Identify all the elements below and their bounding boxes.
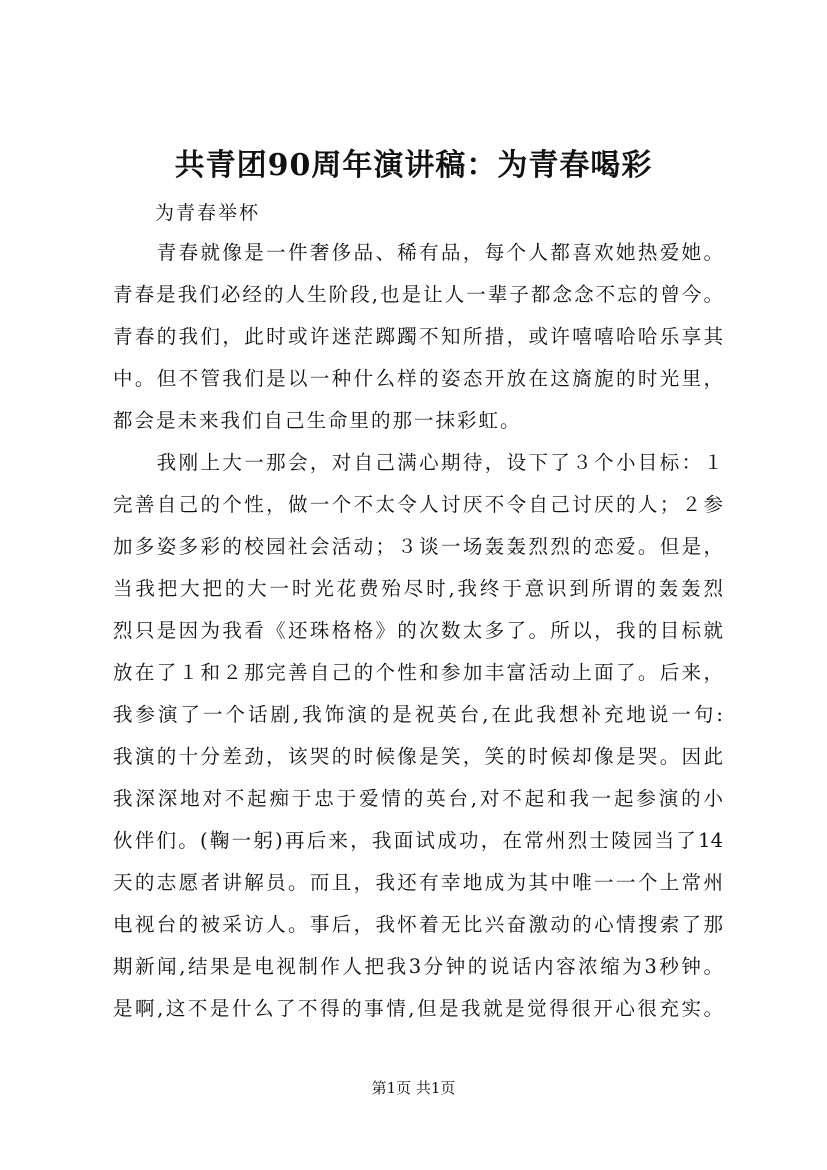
paragraph-1-line-3: 青春的我们，此时或许迷茫踯躅不知所措，或许嘻嘻哈哈乐享其 (113, 325, 723, 348)
paragraph-2-line-12: 电视台的被采访人。事后，我怀着无比兴奋激动的心情搜索了那 (113, 913, 723, 936)
paragraph-2-line-3: 加多姿多彩的校园社会活动；３谈一场轰轰烈烈的恋爱。但是， (113, 535, 723, 558)
paragraph-2-line-7: 我参演了一个话剧,我饰演的是祝英台,在此我想补充地说一句: (113, 703, 723, 726)
paragraph-2-line-4: 当我把大把的大一时光花费殆尽时,我终于意识到所谓的轰轰烈 (113, 577, 723, 600)
document-title: 共青团90周年演讲稿：为青春喝彩 (174, 148, 653, 183)
page-footer: 第1页 共1页 (371, 1079, 456, 1097)
paragraph-2-line-1: 我刚上大一那会，对自己满心期待，设下了３个小目标：１ (113, 451, 723, 474)
paragraph-2-line-8: 我演的十分差劲，该哭的时候像是笑，笑的时候却像是哭。因此 (113, 745, 723, 768)
paragraph-2-line-9: 我深深地对不起痴于忠于爱情的英台,对不起和我一起参演的小 (113, 787, 723, 810)
paragraph-2-line-13: 期新闻,结果是电视制作人把我3分钟的说话内容浓缩为3秒钟。 (113, 955, 723, 978)
paragraph-2-line-10: 伙伴们。(鞠一躬)再后来，我面试成功，在常州烈士陵园当了14 (113, 829, 723, 852)
paragraph-1-line-2: 青春是我们必经的人生阶段,也是让人一辈子都念念不忘的曾今。 (113, 283, 723, 306)
paragraph-1-line-4: 中。但不管我们是以一种什么样的姿态开放在这旖旎的时光里， (113, 367, 723, 390)
paragraph-1-line-5: 都会是未来我们自己生命里的那一抹彩虹。 (113, 409, 522, 432)
paragraph-2-line-14: 是啊,这不是什么了不得的事情,但是我就是觉得很开心很充实。 (113, 997, 723, 1020)
paragraph-2-line-11: 天的志愿者讲解员。而且，我还有幸地成为其中唯一一个上常州 (113, 871, 723, 894)
paragraph-2-line-5: 烈只是因为我看《还珠格格》的次数太多了。所以，我的目标就 (113, 619, 723, 642)
paragraph-2-line-6: 放在了１和２那完善自己的个性和参加丰富活动上面了。后来， (113, 661, 723, 684)
paragraph-1-line-1: 青春就像是一件奢侈品、稀有品，每个人都喜欢她热爱她。 (113, 241, 723, 264)
paragraph-2-line-2: 完善自己的个性，做一个不太令人讨厌不令自己讨厌的人；２参 (113, 493, 723, 516)
document-subtitle: 为青春举杯 (155, 202, 261, 224)
